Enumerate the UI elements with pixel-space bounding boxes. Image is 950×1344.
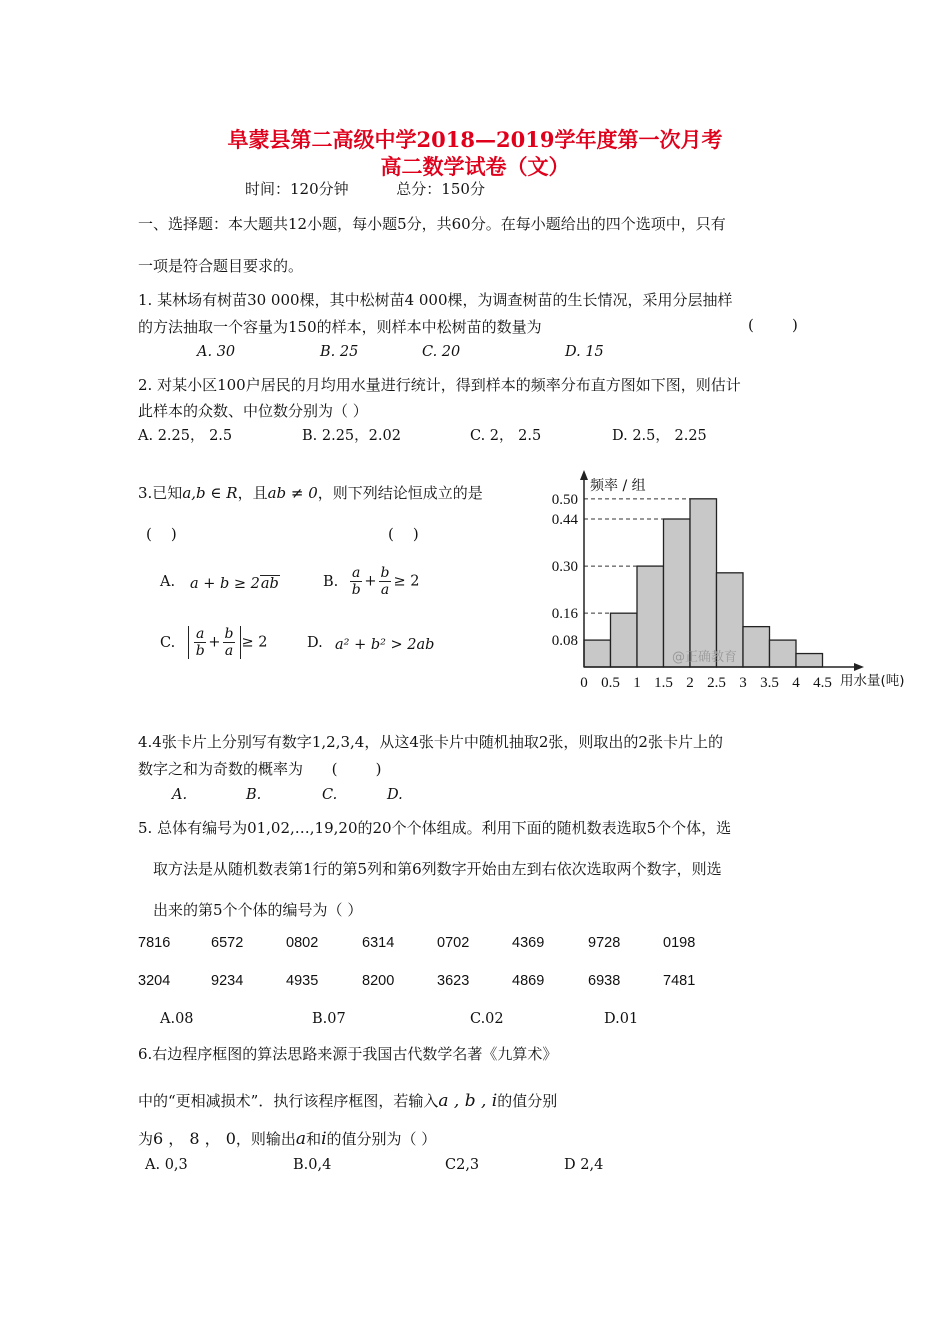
q3-stem [138,482,483,503]
x-tick-label: 4.5 [813,675,832,691]
histogram-bar [770,640,797,667]
x-tick-label: 3.5 [760,675,779,691]
y-tick-label: 0.44 [551,512,578,528]
q3-b-frac1-den: b [351,582,361,598]
random-table-r1c5: 0702 [437,935,470,951]
y-tick-label: 0.30 [551,559,578,576]
histogram-bar [611,613,638,667]
q1-option-c: C. 20 [422,344,461,360]
q3-option-a-left: a + b ≥ 2 [190,576,260,592]
q5-option-d: D.01 [604,1011,639,1027]
q3-b-frac2-den: a [380,582,390,598]
q6-line2-post: 的值分别 [497,1092,558,1110]
q6-line3-i: i [321,1129,327,1149]
q3-stem-post: ，则下列结论恒成立的是 [317,484,483,502]
q3-paren-1: ( ) [146,525,177,543]
q4-option-b: B. [246,787,262,803]
q5-option-a: A.08 [160,1011,194,1027]
q4-option-d: D. [387,787,403,803]
q1-line1: 1. 某林场有树苗30 000棵，其中松树苗4 000棵，为调查树苗的生长情况，采用分层抽样 [138,291,733,309]
q3-option-d-expr: a² + b² > 2ab [335,637,435,653]
y-tick-label: 0.16 [551,606,578,623]
q6-line3-post: 的值分别为（ ） [326,1130,437,1148]
q6-line3-mid: ，则输出 [235,1130,296,1148]
exam-subtitle: 高二数学试卷（文） [380,154,570,179]
random-table-r1c4: 6314 [362,935,395,951]
section-intro-line2: 一项是符合题目要求的。 [138,257,304,275]
random-table-r2c5: 3623 [437,973,470,989]
q4-option-a: A. [172,787,188,803]
q6-line3-and: 和 [306,1130,322,1148]
q1-option-b: B. 25 [320,344,359,360]
q6-option-c: C2,3 [445,1157,480,1173]
q6-line2-pre: 中的“更相减损术”．执行该程序框图，若输入 [138,1092,439,1110]
x-tick-label: 3 [739,675,747,691]
q6-line3 [138,1126,436,1149]
q1-line2: 的方法抽取一个容量为150的样本，则样本中松树苗的数量为 [138,318,542,336]
q3-b-ge: ≥ 2 [393,573,420,590]
q3-option-d-label: D. [307,635,323,651]
q3-option-b-label: B. [323,574,339,590]
random-table-r2c2: 9234 [211,973,244,989]
q2-line2: 此样本的众数、中位数分别为（ ） [138,402,368,420]
y-axis-label: 频率 / 组 [590,478,646,494]
q6-option-a: A. 0,3 [145,1157,188,1173]
q5-line3: 出来的第5个个体的编号为（ ） [153,901,363,919]
y-tick-label: 0.08 [551,633,578,650]
q5-line2: 取方法是从随机数表第1行的第5列和第6列数字开始由左到右依次选取两个数字，则选 [153,860,722,878]
q6-line2 [138,1090,557,1111]
q1-answer-paren: ( ) [748,316,798,334]
frequency-histogram [540,462,920,697]
random-table-r1c8: 0198 [663,935,696,951]
q1-option-a: A. 30 [197,344,236,360]
q3-c-frac2-den: a [224,643,234,659]
x-tick-label: 0 [580,675,588,691]
q5-line1: 5. 总体有编号为01,02,…,19,20的20个个体组成。利用下面的随机数表选取5个个体，选 [138,819,732,837]
q3-c-frac1-num: a [196,626,205,642]
random-table-r2c1: 3204 [138,973,171,989]
q4-line2: 数字之和为奇数的概率为 ( ) [138,760,382,778]
q2-option-b: B. 2.25，2.02 [302,428,401,444]
random-table-r1c7: 9728 [588,935,621,951]
q6-option-b: B.0,4 [293,1157,332,1173]
y-axis-arrow [580,470,588,480]
q4-line1: 4.4张卡片上分别写有数字1,2,3,4，从这4张卡片中随机抽取2张，则取出的2张卡片上的 [138,733,723,751]
q2-line1: 2. 对某小区100户居民的月均用水量进行统计，得到样本的频率分布直方图如下图，则估计 [138,376,741,394]
q5-option-c: C.02 [470,1011,504,1027]
q3-stem-ab: a,b ∈ R [182,484,238,502]
q3-c-frac1-den: b [195,643,205,659]
x-tick-label: 1 [633,675,641,691]
q4-option-c: C. [322,787,338,803]
histogram-bar [690,499,717,667]
q6-line3-vals: 6 ， 8 ， 0 [153,1129,236,1148]
q3-paren-2: ( ) [388,525,419,543]
x-axis-label: 用水量(吨) [840,673,905,689]
x-tick-label: 2 [686,675,694,691]
random-table-r2c6: 4869 [512,973,545,989]
random-table-r2c8: 7481 [663,973,696,989]
histogram-bar [664,519,691,667]
random-table-r1c1: 7816 [138,935,171,951]
y-tick-label: 0.50 [551,491,578,508]
q3-c-plus: + [208,634,221,651]
watermark-text: @正确教育 [672,650,738,665]
histogram-bar [584,640,611,667]
q1-option-d: D. 15 [565,344,604,360]
random-table-r2c3: 4935 [286,973,319,989]
q6-line3-pre: 为 [138,1130,154,1148]
q3-c-frac2-num: b [224,626,234,642]
q2-option-c: C. 2， 2.5 [470,428,542,444]
exam-title: 阜蒙县第二高级中学2018—2019学年度第一次月考 [227,127,723,152]
x-tick-label: 0.5 [601,675,620,691]
q3-option-a-label: A. [160,574,176,590]
q3-c-ge: ≥ 2 [241,634,268,651]
q3-b-plus: + [364,573,377,590]
q3-option-a-expr [190,576,280,592]
q6-line2-vars: a , b , i [438,1091,498,1111]
random-table-r2c4: 8200 [362,973,395,989]
q3-b-frac2-num: b [380,565,390,581]
q2-option-a: A. 2.25， 2.5 [138,428,233,444]
section-intro-line1: 一、选择题：本大题共12小题，每小题5分，共60分。在每小题给出的四个选项中，只有 [138,215,726,233]
q6-line1: 6.右边程序框图的算法思路来源于我国古代数学名著《九算术》 [138,1045,558,1063]
random-table-r1c3: 0802 [286,935,319,951]
q2-option-d: D. 2.5， 2.25 [612,428,707,444]
x-tick-label: 1.5 [654,675,673,691]
x-tick-label: 2.5 [707,675,726,691]
random-table-r1c2: 6572 [211,935,244,951]
q5-option-b: B.07 [312,1011,346,1027]
q3-option-c-expr [188,626,267,659]
histogram-bar [743,627,770,667]
q3-option-c-label: C. [160,635,176,651]
random-table-r1c6: 4369 [512,935,545,951]
exam-meta: 时间：120分钟 总分：150分 [245,180,485,198]
q3-stem-pre: 3.已知 [138,484,183,502]
q3-stem-cond: ab ≠ 0 [267,484,318,502]
q3-b-frac1-num: a [352,565,361,581]
q6-line3-a: a [295,1129,307,1149]
q3-option-b-expr [348,565,419,598]
q3-option-a-sqrt: ab [260,576,279,592]
x-axis-arrow [854,663,864,671]
q3-stem-mid: ，且 [237,484,268,502]
x-tick-label: 4 [792,675,800,691]
histogram-bar [637,566,664,667]
histogram-bar [796,654,823,667]
random-table-r2c7: 6938 [588,973,621,989]
q6-option-d: D 2,4 [564,1157,604,1173]
